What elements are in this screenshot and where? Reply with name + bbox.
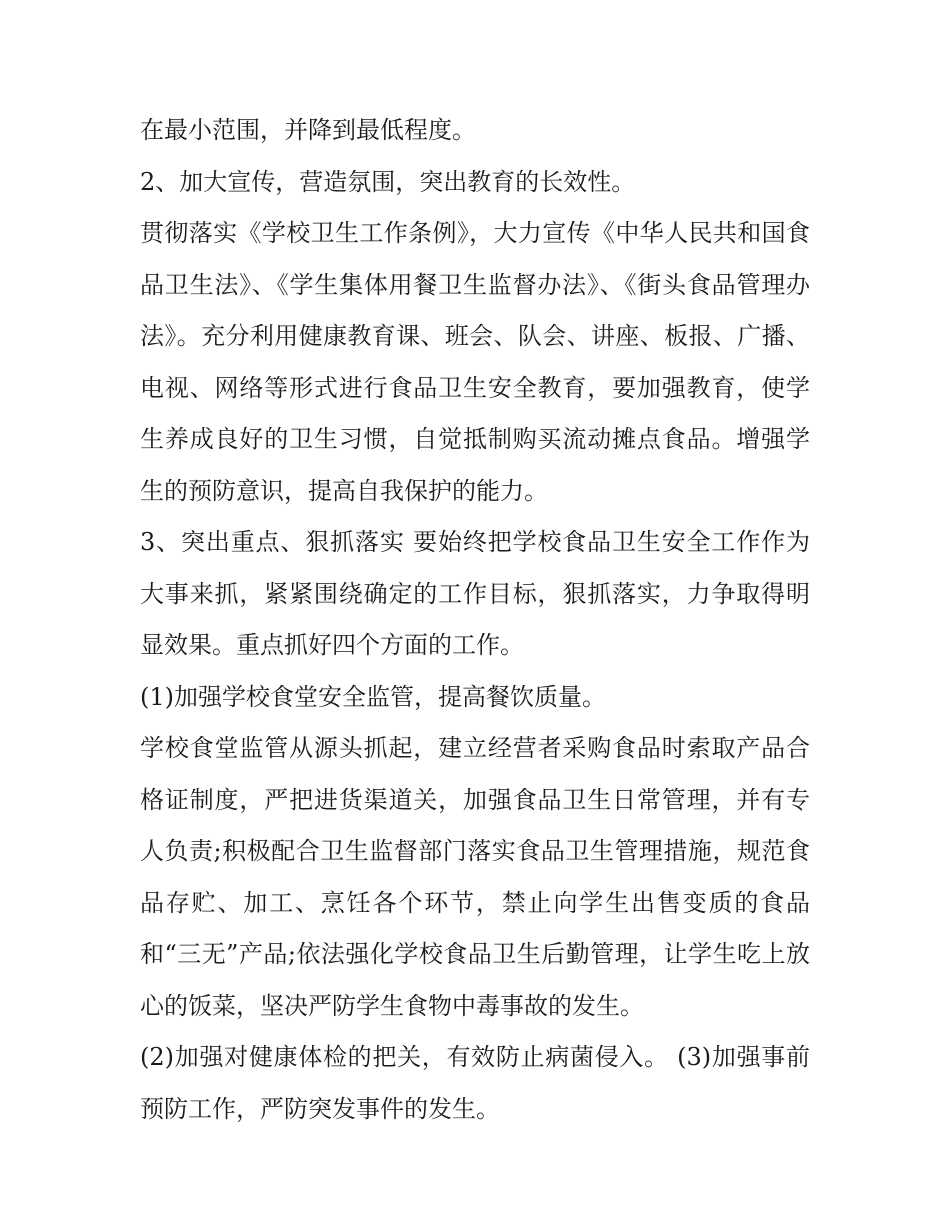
subheading-2-3: (2)加强对健康体检的把关，有效防止病菌侵入。 (3)加强事前预防工作，严防突发事件的发生。 [140, 1043, 810, 1123]
paragraph-continuation: 在最小范围，并降到最低程度。 [140, 116, 476, 144]
subheading-1: (1)加强学校食堂安全监管，提高餐饮质量。 [140, 682, 606, 711]
paragraph-canteen-supervision: 学校食堂监管从源头抓起，建立经营者采购食品时索取产品合格证制度，严把进货渠道关，加强食品卫生日常管理，并有专人负责;积极配合卫生监督部门落实食品卫生管理措施，规范食品存贮、加工、烹饪各个环节，禁止向学生出售变质的食品和“三无”产品;依法强化学校食品卫生后勤管理，让学生吃上放心的饭菜，坚决严防学生食物中毒事故的发生。 [140, 734, 810, 1020]
section-heading-3: 3、突出重点、狠抓落实 要始终把学校食品卫生安全工作作为大事来抓，紧紧围绕确定的工作目标，狠抓落实，力争取得明显效果。重点抓好四个方面的工作。 [140, 528, 810, 659]
document-body [140, 105, 810, 1135]
section-heading-2: 2、加大宣传，营造氛围，突出教育的长效性。 [140, 167, 636, 196]
paragraph-publicity: 贯彻落实《学校卫生工作条例》，大力宣传《中华人民共和国食品卫生法》、《学生集体用餐卫生监督办法》、《街头食品管理办法》。充分利用健康教育课、班会、队会、讲座、板报、广播、电视、网络等形式进行食品卫生安全教育，要加强教育，使学生养成良好的卫生习惯，自觉抵制购买流动摊点食品。增强学生的预防意识，提高自我保护的能力。 [140, 219, 810, 505]
